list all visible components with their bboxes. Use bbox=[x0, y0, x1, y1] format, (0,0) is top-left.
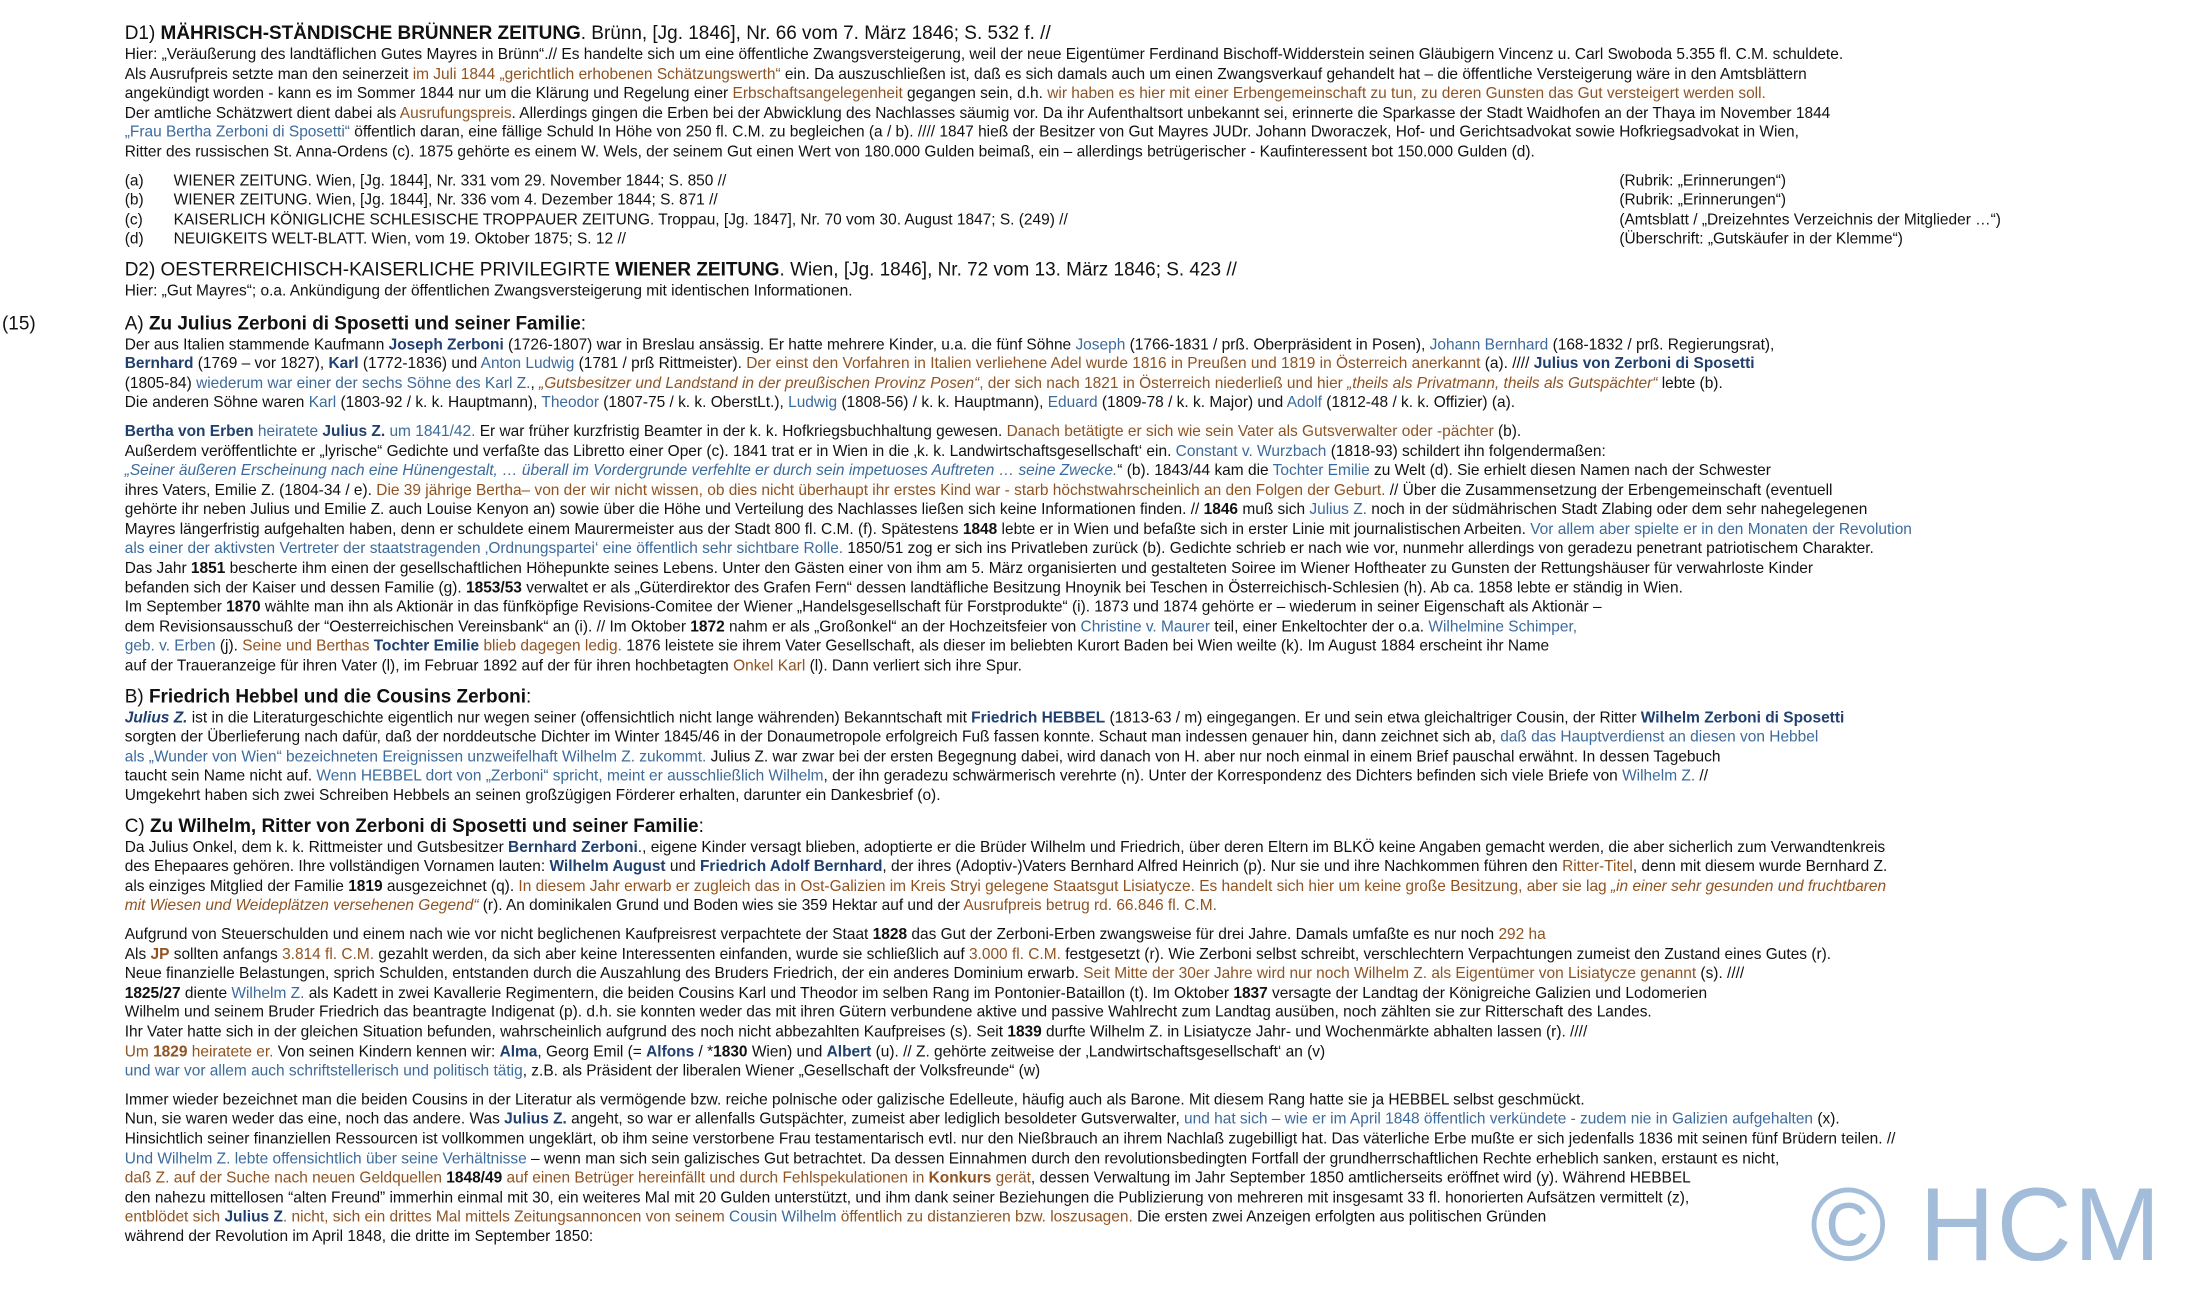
text-line: während der Revolution im April 1848, die dritte im September 1850: bbox=[124, 1228, 594, 1246]
text-line: als einziges Mitglied der Familie 1819 ausgezeichnet (q). In diesem Jahr erwarb er zugleich das in Ost-Galizien im Kreis Stryi gelegene Staatsgut Lisiatycze. Es handelt sich hier um keine große Besitzung, aber sie lag „in einer sehr gesunden und fruchtbaren bbox=[124, 877, 1887, 895]
text-line: als „Wunder von Wien“ bezeichneten Ereignissen unzweifelhaft Wilhelm Z. zukommt. Julius Z. war zwar bei der ersten Begegnung dabei, wird danach von H. aber nur noch einmal in einem Brief pauschal erwähnt. In dessen Tagebuch bbox=[124, 748, 1721, 766]
reference-row: (d) NEUIGKEITS WELT-BLATT. Wien, vom 19. Oktober 1875; S. 12 // (Überschrift: „Gutskäufer in der Klemme“) bbox=[124, 230, 1903, 248]
section-b-heading: B) Friedrich Hebbel und die Cousins Zerboni: bbox=[124, 686, 532, 708]
section-b-title: Friedrich Hebbel und die Cousins Zerboni bbox=[148, 686, 527, 708]
text-line: den nahezu mittellosen “alten Freund” immerhin einmal mit 30, ein weiteres Mal mit 20 Gulden unterstützt, und ihm dank seiner Beziehungen die Publizierung von mehreren mit insgesamt 33 fl. honorierten Aufsätzen vermittelt (z), bbox=[124, 1189, 1690, 1207]
section-b bbox=[125, 685, 2081, 806]
text-line: Bertha von Erben heiratete Julius Z. um 1841/42. Er war früher kurzfristig Beamter in der k. k. Hofkriegsbuchhaltung gewesen. Danach betätigte er sich wie sein Vater als Gutsverwalter oder -pächter (b). bbox=[124, 422, 1522, 440]
d1-line: angekündigt worden - kann es im Sommer 1844 nur um die Klärung und Regelung einer Erbschaftsangelegenheit gegangen sein, d.h. wir haben es hier mit einer Erbengemeinschaft zu tun, zu deren Gunsten das Gut versteigert werden soll. bbox=[124, 85, 1766, 103]
text-line: Der aus Italien stammende Kaufmann Joseph Zerboni (1726-1807) war in Breslau ansässig. Er hatte mehrere Kinder, u.a. die fünf Söhne Joseph (1766-1831 / prß. Oberpräsident in Posen), Johann Bernhard (168-1832 / prß. Regierungsrat), bbox=[124, 335, 1775, 353]
text-line: entblödet sich Julius Z. nicht, sich ein drittes Mal mittels Zeitungsannoncen von seinem Cousin Wilhelm öffentlich zu distanzieren bzw. loszusagen. Die ersten zwei Anzeigen erfolgten aus politischen Gründen bbox=[124, 1208, 1547, 1226]
reference-row: (c) KAISERLICH KÖNIGLICHE SCHLESISCHE TROPPAUER ZEITUNG. Troppau, [Jg. 1847], Nr. 70 vom 30. August 1847; S. (249) // (Amtsblatt / „Dreizehntes Verzeichnis der Mitglieder …“) bbox=[124, 211, 2001, 229]
text-line: Umgekehrt haben sich zwei Schreiben Hebbels an seinen großzügigen Förderer erhalten, darunter ein Dankesbrief (o). bbox=[124, 787, 941, 805]
section-c-heading: C) Zu Wilhelm, Ritter von Zerboni di Sposetti und seiner Familie: bbox=[124, 815, 704, 837]
copyright-watermark: © HCM bbox=[1810, 1167, 2163, 1283]
d1-line: „Frau Bertha Zerboni di Sposetti“ öffentlich daran, eine fällige Schuld In Höhe von 250 fl. C.M. zu begleichen (a / b). //// 1847 hieß der Besitzer von Gut Mayres JUDr. Johann Dworaczek, Hof- und Gerichtsadvokat sowie Hofkriegsadvokat in Wien, bbox=[124, 124, 1799, 142]
section-number: (15) bbox=[1, 312, 36, 334]
d1-line: Hier: „Veräußerung des landtäflichen Gutes Mayres in Brünn“.// Es handelte sich um eine öffentliche Zwangsversteigerung, weil der neue Eigentümer Ferdinand Bischoff-Widderstein seinen Gläubigern Vincenz u. Carl Swoboda 5.355 fl. C.M. schuldete. bbox=[124, 45, 1844, 63]
section-15-a-heading: (15) A) Zu Julius Zerboni di Sposetti und seiner Familie: bbox=[1, 312, 587, 334]
text-line: (1805-84) wiederum war einer der sechs Söhne des Karl Z., „Gutsbesitzer und Landstand in der preußischen Provinz Posen“, der sich nach 1821 in Österreich niederließ und hier „theils als Privatmann, theils als Gutspächter“ lebte (b). bbox=[124, 374, 1723, 392]
text-line: ihres Vaters, Emilie Z. (1804-34 / e). Die 39 jährige Bertha– von der wir nicht wissen, ob dies nicht überhaupt ihr erstes Kind war - starb höchstwahrscheinlich an den Folgen der Geburt. // Über die Zusammensetzung der Erbengemeinschaft (eventuell bbox=[124, 481, 1833, 499]
text-line: auf der Traueranzeige für ihren Vater (l), im Februar 1892 auf der für ihren hochbetagten Onkel Karl (l). Dann verliert sich ihre Spur. bbox=[124, 657, 1022, 675]
section-c-title: Zu Wilhelm, Ritter von Zerboni di Sposetti und seiner Familie bbox=[149, 815, 699, 837]
text-line: Neue finanzielle Belastungen, sprich Schulden, entstanden durch die Auszahlung des Bruders Friedrich, der ein anderes Dominium erwarb. Seit Mitte der 30er Jahre wird nur noch Wilhelm Z. als Eigentümer von Lisiatycze genannt (s). //// bbox=[124, 965, 1745, 982]
d2-newspaper-title: WIENER ZEITUNG bbox=[615, 259, 780, 281]
text-line: befanden sich der Kaiser und dessen Familie (g). 1853/53 verwaltet er als „Güterdirektor des Grafen Fern“ dessen landtäfliche Besitzung Hnoynik bei Teschen in Österreichisch-Schlesien (h). Ab ca. 1858 lebte er ständig in Wien. bbox=[124, 579, 1683, 597]
text-line: Als JP sollten anfangs 3.814 fl. C.M. gezahlt werden, da sich aber keine Interessenten einfanden, wurde sie schließlich auf 3.000 fl. C.M. festgesetzt (r). Wie Zerboni selbst schreibt, verschlechtern Verpachtungen zumeist den Zustand eines Gutes (r). bbox=[124, 945, 1832, 963]
text-line: Nun, sie waren weder das eine, noch das andere. Was Julius Z. angeht, so war er allenfalls Gutspächter, zumeist aber lediglich besoldeter Gutsverwalter, und hat sich – wie er im April 1848 öffentlich verkündete - zudem nie in Galizien aufgehalten (x). bbox=[124, 1110, 1840, 1128]
text-line: des Ehepaares gehören. Ihre vollständigen Vornamen lauten: Wilhelm August und Friedrich Adolf Bernhard, der ihres (Adoptiv-)Vaters Bernhard Alfred Heinrich (p). Nur sie und ihre Nachkommen führen den Ritter-Titel, denn mit diesem wurde Bernhard Z. bbox=[124, 858, 1888, 876]
text-line: Ihr Vater hatte sich in der gleichen Situation befunden, wahrscheinlich aufgrund des noch nicht abbezahlten Kaufpreises (s). Seit 1839 durfte Wilhelm Z. in Lisiatycze Jahr- und Wochenmärkte abhalten lassen (r). //// bbox=[124, 1023, 1588, 1041]
text-line: Bernhard (1769 – vor 1827), Karl (1772-1836) und Anton Ludwig (1781 / prß Rittmeister). Der einst den Vorfahren in Italien verliehene Adel wurde 1816 in Preußen und 1819 in Österreich anerkannt (a). //// Julius von Zerboni di Sposetti bbox=[124, 355, 1755, 373]
text-line: geb. v. Erben (j). Seine und Berthas Tochter Emilie blieb dagegen ledig. 1876 leistete sie ihrem Vater Gesellschaft, als dieser im beliebten Kurort Baden bei Wien weilte (k). Im August 1884 erscheint ihr Name bbox=[124, 638, 1550, 656]
text-line: „Seiner äußeren Erscheinung nach eine Hünengestalt, … überall im Vordergrunde verfehlte er durch sein impetuoses Auftreten … seine Zwecke.“ (b). 1843/44 kam die Tochter Emilie zu Welt (d). Sie erhielt diesen Namen nach der Schwester bbox=[124, 462, 1771, 480]
reference-row: (b) WIENER ZEITUNG. Wien, [Jg. 1844], Nr. 336 vom 4. Dezember 1844; S. 871 // (Rubrik: „Erinnerungen“) bbox=[124, 191, 1787, 209]
d1-line: Als Ausrufpreis setzte man den seinerzeit im Juli 1844 „gerichtlich erhobenen Schätzungswerth“ ein. Da auszuschließen ist, daß es sich damals auch um einen Zwangsverkauf gehandelt hat – die öffentliche Versteigerung wäre in den Amtsblättern bbox=[124, 65, 1807, 83]
text-line: Aufgrund von Steuerschulden und einem nach wie vor nicht beglichenen Kaufpreisrest verpachtete der Staat 1828 das Gut der Zerboni-Erben zwangsweise für drei Jahre. Damals umfaßte es nur noch 292 ha bbox=[124, 925, 1546, 943]
d1-line: Der amtliche Schätzwert dient dabei als Ausrufungspreis. Allerdings gingen die Erben bei der Abwicklung des Nachlasses säumig vor. Da ihr Aufenthaltsort unbekannt sei, erinnerte die Sparkasse der Stadt Waidhofen an der Thaya im November 1844 bbox=[124, 104, 1831, 122]
d1-newspaper-title: MÄHRISCH-STÄNDISCHE BRÜNNER ZEITUNG bbox=[160, 22, 581, 44]
section-a-body bbox=[125, 335, 2081, 676]
text-line: Immer wieder bezeichnet man die beiden Cousins in der Literatur als vermögende bzw. reiche polnische oder galizische Edelleute, häufig auch als Barone. Mit diesem Rang hatte sie ja HEBBEL selbst geschmückt. bbox=[124, 1091, 1585, 1109]
text-line: Hinsichtlich seiner finanziellen Ressourcen ist vollkommen ungeklärt, ob ihm seine verstorbene Frau testamentarisch evtl. nur den Nießbrauch an ihrem Nachlaß zugebilligt hat. Das väterliche Erbe mußte er sich jedenfalls 1836 mit seinen fünf Brüdern teilen. // bbox=[124, 1130, 1896, 1148]
text-line: Das Jahr 1851 bescherte ihm einen der gesellschaftlichen Höhepunkte seines Lebens. Unter den Gästen einer von ihm am 5. März organisierten und gestalteten Soiree im Wiener Hoftheater zu Gunsten der Rettungshäuser für verwahrloste Kinder bbox=[124, 559, 1814, 577]
text-line: sorgten der Überlieferung nach dafür, daß der norddeutsche Dichter im Winter 1845/46 in der Donaumetropole erfolgreich Fuß fassen konnte. Schaut man indessen genauer hin, dann zeichnet sich ab, daß das Hauptverdienst an diesen von Hebbel bbox=[124, 728, 1819, 746]
text-line: daß Z. auf der Suche nach neuen Geldquellen 1848/49 auf einen Betrüger hereinfällt und durch Fehlspekulationen in Konkurs gerät, dessen Verwaltung im Jahr September 1850 amtlicherseits eröffnet wird (y). Während HEBBEL bbox=[124, 1169, 1691, 1187]
d1-line: Ritter des russischen St. Anna-Ordens (c). 1875 gehörte es einem W. Wels, der seinem Gut einen Wert von 180.000 Gulden beimaß, ein – allerdings betrügerischer - Kaufinteressent bot 150.000 Gulden (d). bbox=[124, 143, 1535, 161]
text-line: Julius Z. ist in die Literaturgeschichte eigentlich nur wegen seiner (offensichtlich nicht lange währenden) Bekanntschaft mit Friedrich HEBBEL (1813-63 / m) eingegangen. Er und sein etwa gleichaltriger Cousin, der Ritter Wilhelm Zerboni di Sposetti bbox=[124, 709, 1845, 727]
d1-heading: D1) MÄHRISCH-STÄNDISCHE BRÜNNER ZEITUNG. Brünn, [Jg. 1846], Nr. 66 vom 7. März 1846; S. 532 f. // bbox=[124, 22, 1051, 44]
text-line: Und Wilhelm Z. lebte offensichtlich über seine Verhältnisse – wenn man sich sein galizisches Gut betrachtet. Da dessen Einnahmen durch den revolutionsbedingten Fortfall der grundherrschaftlichen Rechte erheblich sanken, erstaunt es nicht, bbox=[124, 1149, 1780, 1167]
text-line: gehörte ihr neben Julius und Emilie Z. auch Louise Kenyon an) sowie über die Höhe und Verteilung des Nachlasses ließen sich keine Informationen finden. // 1846 muß sich Julius Z. noch in der südmährischen Stadt Zlabing oder dem sehr nahegelegenen bbox=[124, 501, 1868, 519]
text-line: Um 1829 heiratete er. Von seinen Kindern kennen wir: Alma, Georg Emil (= Alfons / *1830 Wien) und Albert (u). // Z. gehörte zeitweise der ‚Landwirtschaftsgesellschaft‘ an (v) bbox=[124, 1043, 1326, 1061]
text-line: Wilhelm und seinem Bruder Friedrich das beantragte Indigenat (p). d.h. sie konnten weder das mit ihren Gütern verbundene aktive und passive Wahlrecht zum Landtag ausüben, noch zählten sie zur Ritterschaft des Landes. bbox=[124, 1004, 1652, 1022]
text-line: taucht sein Name nicht auf. Wenn HEBBEL dort von „Zerboni“ spricht, meint er ausschließlich Wilhelm, der ihn geradezu schwärmerisch verehrte (n). Unter der Korrespondenz des Dichters befinden sich viele Briefe von Wilhelm Z. // bbox=[124, 767, 1709, 785]
text-line: Die anderen Söhne waren Karl (1803-92 / k. k. Hauptmann), Theodor (1807-75 / k. k. OberstLt.), Ludwig (1808-56) / k. k. Hauptmann), Eduard (1809-78 / k. k. Major) und Adolf (1812-48 / k. k. Offizier) (a). bbox=[124, 394, 1516, 412]
section-c bbox=[125, 815, 2081, 1247]
text-line: und war vor allem auch schriftstellerisch und politisch tätig, z.B. als Präsident der liberalen Wiener „Gesellschaft der Volksfreunde“ (w) bbox=[124, 1062, 1041, 1080]
d2-line: Hier: „Gut Mayres“; o.a. Ankündigung der öffentlichen Zwangsversteigerung mit identischen Informationen. bbox=[124, 282, 853, 300]
text-line: Im September 1870 wählte man ihn als Aktionär in das fünfköpfige Revisions-Comitee der Wiener „Handelsgesellschaft für Forstprodukte“ (i). 1873 und 1874 gehörte er – wiederum in seiner Eigenschaft als Aktionär – bbox=[124, 598, 1602, 616]
text-line: mit Wiesen und Weideplätzen versehenen Gegend“ (r). An dominikalen Grund und Boden wies sie 359 Hektar auf und der Ausrufpreis betrug rd. 66.846 fl. C.M. bbox=[124, 897, 1217, 915]
text-line: als einer der aktivsten Vertreter der staatstragenden ‚Ordnungspartei‘ eine öffentlich sehr sichtbare Rolle. 1850/51 zog er sich ins Privatleben zurück (b). Gedichte schrieb er nach wie vor, nunmehr allerdings von geradezu penetrant patriotischem Charakter. bbox=[124, 540, 1874, 558]
text-line: dem Revisionsausschuß der “Oesterreichischen Vereinsbank“ an (i). // Im Oktober 1872 nahm er als „Großonkel“ an der Hochzeitsfeier von Christine v. Maurer teil, einer Enkeltochter der o.a. Wilhelmine Schimper, bbox=[124, 618, 1578, 636]
d2-heading: D2) OESTERREICHISCH-KAISERLICHE PRIVILEGIRTE WIENER ZEITUNG. Wien, [Jg. 1846], Nr. 72 vom 13. März 1846; S. 423 // bbox=[124, 259, 1237, 281]
source-d1 bbox=[125, 22, 2081, 301]
section-a-title: Zu Julius Zerboni di Sposetti und seiner Familie bbox=[148, 312, 581, 334]
text-line: Mayres längerfristig aufgehalten haben, denn er schuldete einem Maurermeister aus der Stadt 800 fl. C.M. (f). Spätestens 1848 lebte er in Wien und befaßte sich in erster Linie mit journalistischen Arbeiten. Vor allem aber spielte er in den Monaten der Revolution bbox=[124, 520, 1912, 538]
reference-row: (a) WIENER ZEITUNG. Wien, [Jg. 1844], Nr. 331 vom 29. November 1844; S. 850 // (Rubrik: „Erinnerungen“) bbox=[124, 172, 1787, 190]
d1-references bbox=[125, 171, 2081, 249]
text-line: 1825/27 diente Wilhelm Z. als Kadett in zwei Kavallerie Regimentern, die beiden Cousins Karl und Theodor im selben Rang im Pontonier-Bataillon (t). Im Oktober 1837 versagte der Landtag der Königreiche Galizien und Lodomerien bbox=[124, 984, 1708, 1002]
text-line: Außerdem veröffentlichte er „lyrische“ Gedichte und verfaßte das Libretto einer Oper (c). 1841 trat er in Wien in die ‚k. k. Landwirtschaftsgesellschaft‘ ein. Constant v. Wurzbach (1818-93) schildert ihn folgendermaßen: bbox=[124, 442, 1606, 460]
document-page bbox=[0, 22, 2200, 1289]
text-line: Da Julius Onkel, dem k. k. Rittmeister und Gutsbesitzer Bernhard Zerboni., eigene Kinder versagt blieben, adoptierte er die Brüder Wilhelm und Friedrich, über deren Eltern im BLKÖ keine Angaben gemacht werden, die aber sicherlich zum Verwandtenkreis bbox=[124, 838, 1886, 856]
